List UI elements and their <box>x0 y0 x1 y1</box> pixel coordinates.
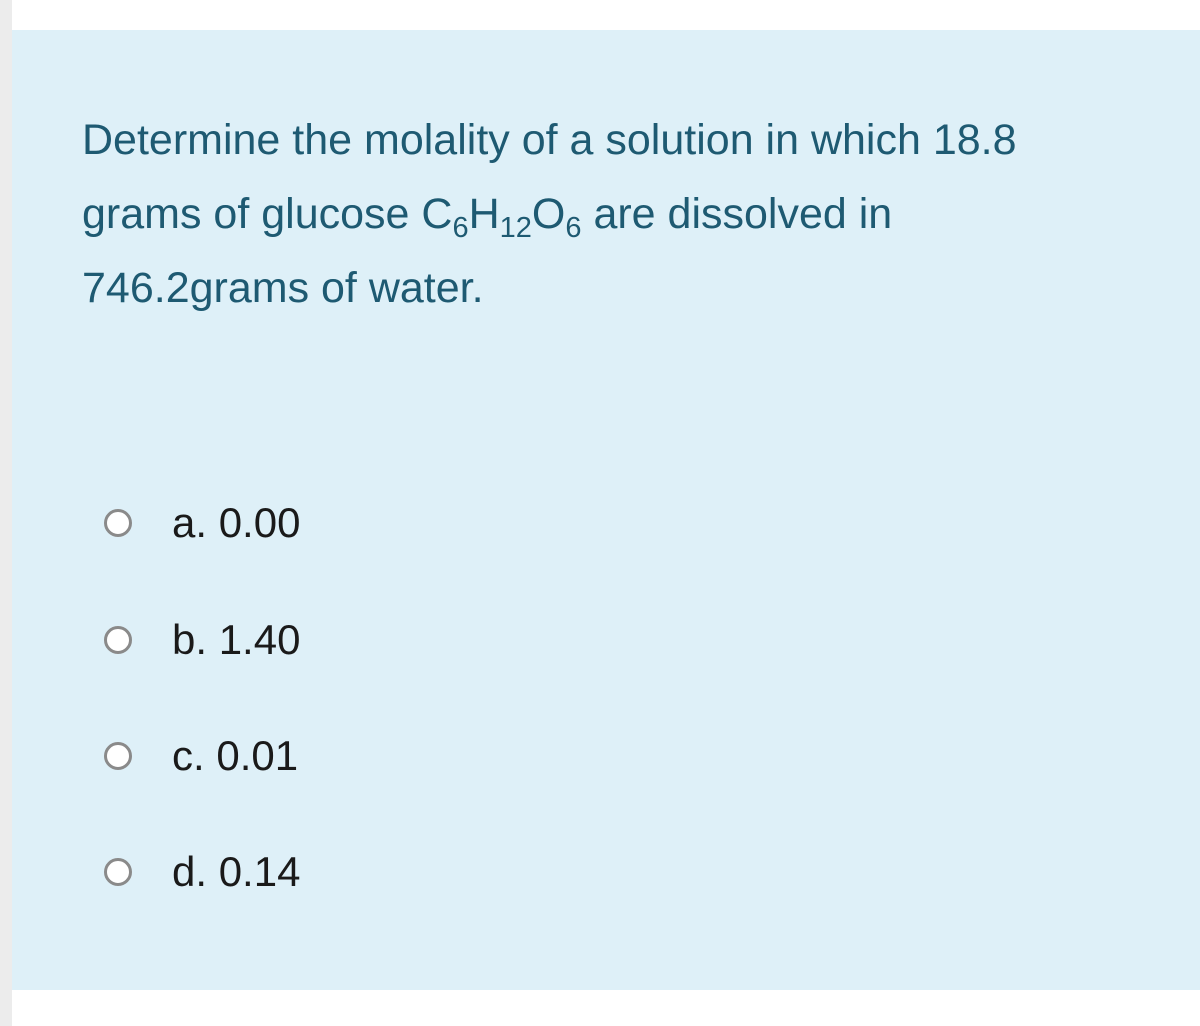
option-d[interactable] <box>106 847 506 897</box>
bottom-spacer <box>12 990 1200 1026</box>
question-card <box>12 30 1200 990</box>
option-c[interactable] <box>106 731 506 781</box>
question-text-part: H <box>468 190 500 238</box>
question-text-part: grams of glucose C <box>82 190 453 238</box>
question-line-3: 746.2grams of water. <box>82 264 484 312</box>
question-text-part: O <box>531 190 566 238</box>
option-d-label: d. 0.14 <box>172 848 301 895</box>
subscript-carbon: 6 <box>452 212 469 244</box>
subscript-oxygen: 6 <box>565 212 582 244</box>
left-gutter <box>0 0 12 1026</box>
radio-unchecked-icon[interactable] <box>104 626 132 654</box>
question-prompt <box>82 103 1200 325</box>
option-a[interactable] <box>106 498 506 548</box>
option-b[interactable] <box>106 615 506 665</box>
question-line-1: Determine the molality of a solution in which 18.8 <box>82 116 1017 164</box>
question-text-part: are dissolved in <box>581 190 893 238</box>
subscript-hydrogen: 12 <box>499 212 532 244</box>
radio-unchecked-icon[interactable] <box>104 509 132 537</box>
option-b-label: b. 1.40 <box>172 616 301 663</box>
radio-unchecked-icon[interactable] <box>104 858 132 886</box>
question-line-2 <box>82 177 1200 251</box>
radio-unchecked-icon[interactable] <box>104 742 132 770</box>
option-a-label: a. 0.00 <box>172 499 301 546</box>
top-spacer <box>12 0 1200 30</box>
option-c-label: c. 0.01 <box>172 732 299 779</box>
